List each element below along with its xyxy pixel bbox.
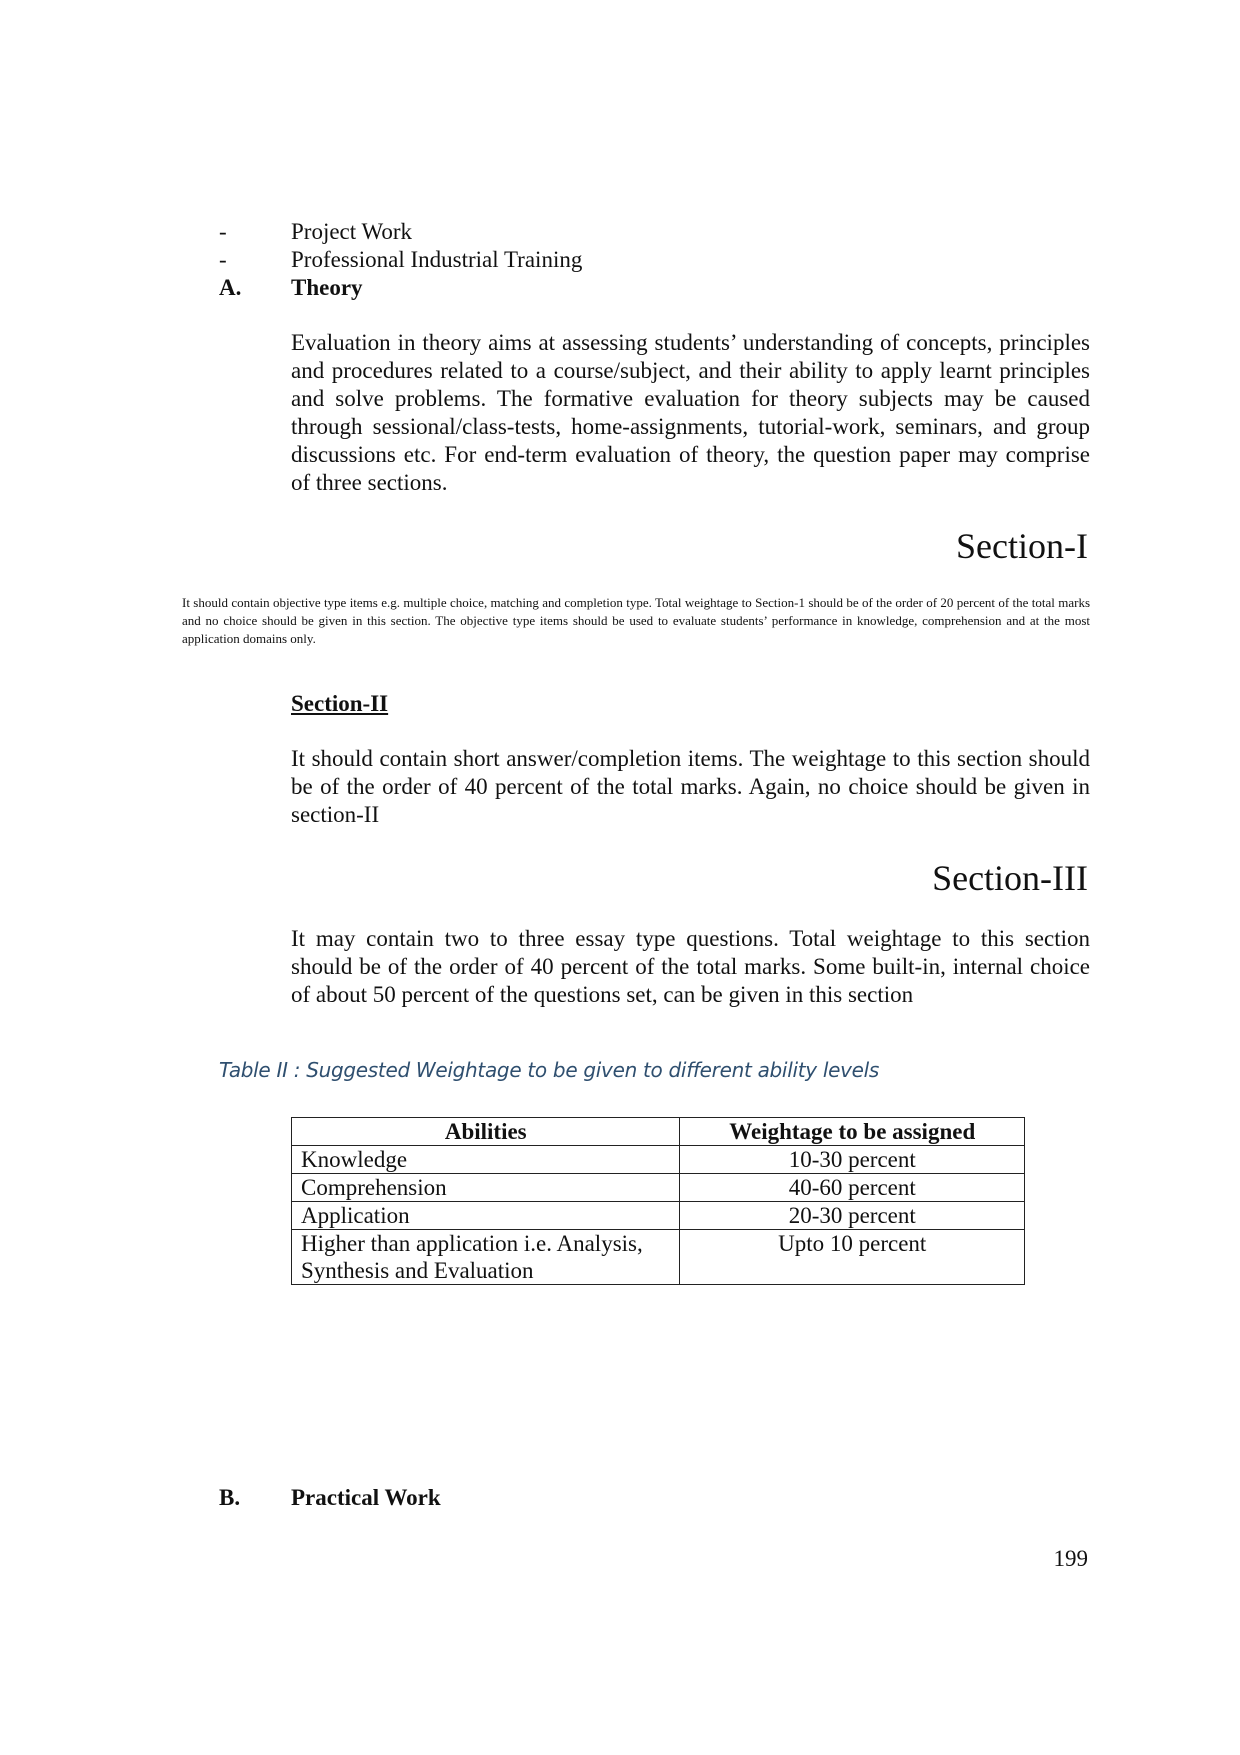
ability-cell: Knowledge (292, 1146, 680, 1174)
heading-text: Practical Work (291, 1485, 441, 1510)
ability-cell: Application (292, 1202, 680, 1230)
theory-paragraph: Evaluation in theory aims at assessing students’ understanding of concepts, principles and procedures related to a course/subject, and their ability to apply learnt principles and solve problems. The formative evaluation for theory subjects may be caused through sessional/class-tests, home-assignments, tutorial-work, seminars, and group discussions etc. For end-term evaluation of theory, the question paper may comprise of three sections. (291, 330, 1090, 495)
weightage-cell: 40-60 percent (680, 1174, 1025, 1202)
page-number: 199 (1053, 1546, 1088, 1571)
section-1-title: Section-I (956, 526, 1088, 566)
section-3-paragraph: It may contain two to three essay type questions. Total weightage to this section should be of the order of 40 percent of the total marks. Some built-in, internal choice of about 50 percent of the questions set, can be given in this section (291, 926, 1090, 1007)
section-2-paragraph: It should contain short answer/completion items. The weightage to this section should be of the order of 40 percent of the total marks. Again, no choice should be given in section-II (291, 746, 1090, 827)
list-item-text: Professional Industrial Training (291, 247, 583, 272)
list-marker: - (219, 247, 227, 272)
heading-marker: B. (219, 1485, 241, 1510)
section-3-title: Section-III (932, 858, 1088, 898)
table-row (292, 1202, 1025, 1230)
section-1-paragraph: It should contain objective type items e.g. multiple choice, matching and completion type. Total weightage to Section-1 should be of the order of 20 percent of the total marks and no choice should be given in this section. The objective type items should be used to evaluate students’ performance in knowledge, comprehension and at the most application domains only. (182, 595, 1090, 646)
section-2-title: Section-II (291, 691, 389, 716)
weightage-cell: Upto 10 percent (680, 1230, 1025, 1285)
heading-text: Theory (291, 275, 363, 300)
column-header-weightage: Weightage to be assigned (680, 1118, 1025, 1146)
weightage-cell: 10-30 percent (680, 1146, 1025, 1174)
table-row (292, 1174, 1025, 1202)
ability-cell: Higher than application i.e. Analysis, Synthesis and Evaluation (292, 1230, 680, 1285)
weightage-table (291, 1117, 1025, 1285)
table-header-row (292, 1118, 1025, 1146)
ability-cell: Comprehension (292, 1174, 680, 1202)
table-row (292, 1146, 1025, 1174)
table-caption: Table II : Suggested Weightage to be given to different ability levels (219, 1058, 880, 1082)
table-row (292, 1230, 1025, 1285)
weightage-cell: 20-30 percent (680, 1202, 1025, 1230)
list-marker: - (219, 219, 227, 244)
heading-marker: A. (219, 275, 242, 300)
column-header-abilities: Abilities (292, 1118, 680, 1146)
list-item-text: Project Work (291, 219, 413, 244)
